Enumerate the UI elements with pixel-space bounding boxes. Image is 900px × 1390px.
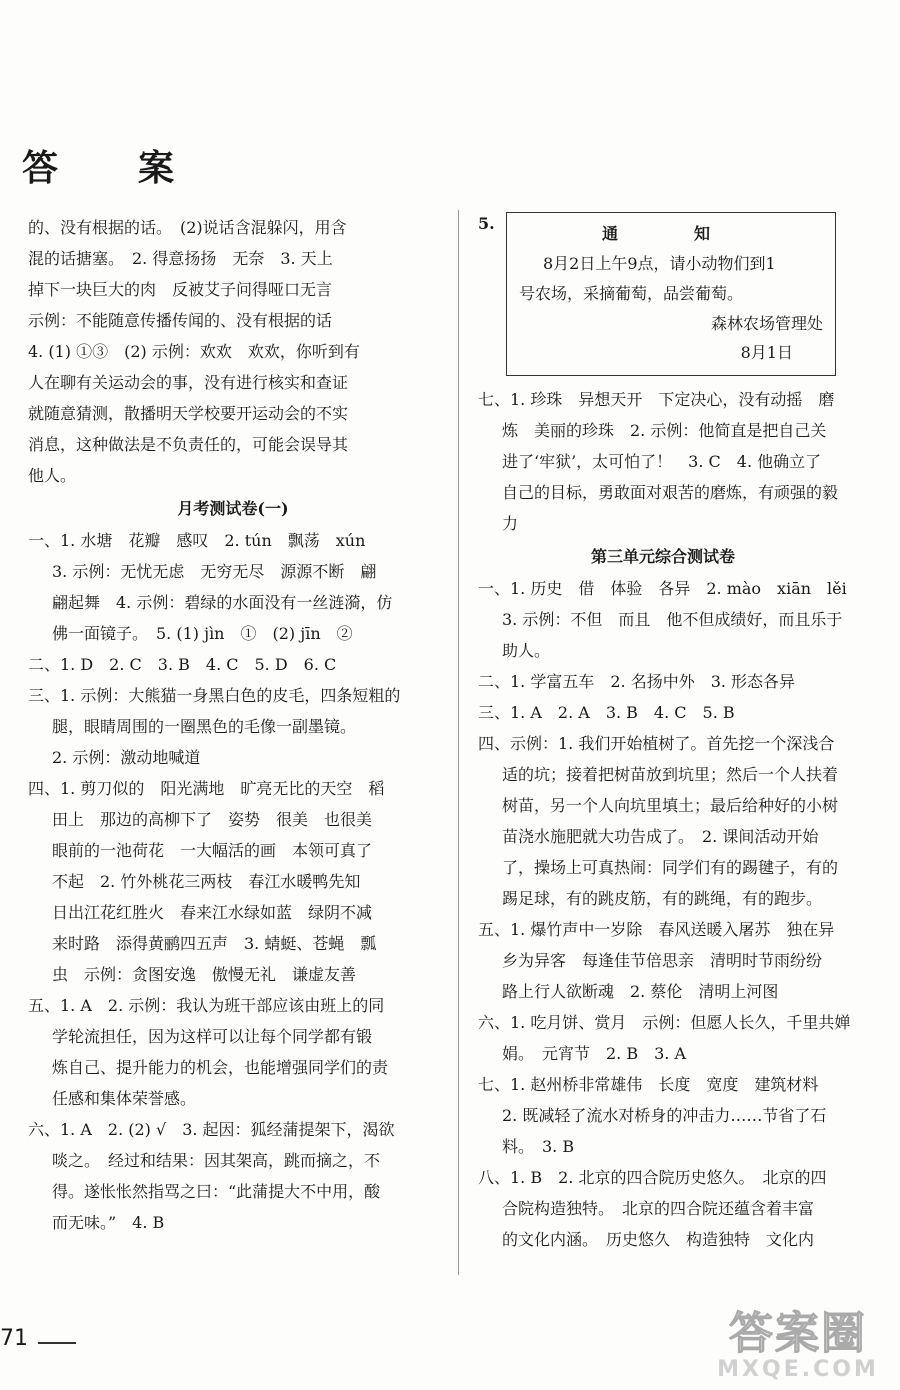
line-b-16: 娟。 元宵节 2. B 3. A — [502, 1044, 687, 1063]
right-column — [478, 212, 851, 1255]
page-title: 答 案 — [22, 147, 197, 189]
section-title-monthly-test: 月考测试卷(一) — [177, 499, 289, 518]
line-s-15: 虫 示例：贪图安逸 傲慢无礼 谦虚友善 — [52, 965, 357, 984]
watermark-bottom-text: MXQE.COM — [717, 1357, 879, 1382]
notice-date: 8月1日 — [740, 343, 793, 362]
line-s-11: 眼前的一池荷花 一大幅活的画 本领可真了 — [52, 841, 373, 860]
line-s-2: 3. 示例：无忧无虑 无穷无尽 源源不断 翩 — [52, 562, 377, 581]
line-s-18: 炼自己、提升能力的机会，也能增强同学们的责 — [52, 1058, 389, 1077]
line-intro-5: 4. (1) ①③ (2) 示例：欢欢 欢欢，你听到有 — [28, 342, 360, 361]
column-divider — [458, 210, 459, 1275]
line-intro-1: 的、没有根据的话。 (2)说话含混躲闪，用含 — [28, 218, 347, 237]
line-b-11: 踢足球，有的跳皮筋，有的跳绳，有的跑步。 — [502, 889, 823, 908]
line-b-21: 合院构造独特。 北京的四合院还蕴含着丰富 — [502, 1199, 815, 1218]
line-b-2: 3. 示例：不但 而且 他不但成绩好，而且乐于 — [502, 610, 843, 629]
line-intro-8: 消息，这种做法是不负责任的，可能会误导其 — [28, 435, 349, 454]
line-s-4: 佛一面镜子。 5. (1) jìn ① (2) jīn ② — [52, 624, 353, 643]
line-a-3: 进了‘牢狱’，太可怕了！ 3. C 4. 他确立了 — [502, 452, 822, 471]
line-b-7: 适的坑；接着把树苗放到坑里；然后一个人扶着 — [502, 765, 839, 784]
line-intro-6: 人在聊有关运动会的事，没有进行核实和查证 — [28, 373, 349, 392]
line-a-5: 力 — [502, 514, 519, 533]
line-s-7: 腿，眼睛周围的一圈黑色的毛像一副墨镜。 — [52, 717, 357, 736]
line-b-12: 五、1. 爆竹声中一岁除 春风送暖入屠苏 独在异 — [478, 920, 835, 939]
line-s-6: 三、1. 示例：大熊猫一身黑白色的皮毛，四条短粗的 — [28, 686, 401, 705]
notice-item — [478, 212, 848, 376]
line-b-9: 苗浇水施肥就大功告成了。 2. 课间活动开始 — [502, 827, 819, 846]
line-intro-4: 示例：不能随意传播传闻的、没有根据的话 — [28, 311, 333, 330]
line-b-15: 六、1. 吃月饼、赏月 示例：但愿人长久，千里共婵 — [478, 1013, 851, 1032]
line-b-14: 路上行人欲断魂 2. 蔡伦 清明上河图 — [502, 982, 779, 1001]
line-s-16: 五、1. A 2. 示例：我认为班干部应该由班上的同 — [28, 996, 385, 1015]
line-b-8: 树苗，另一个人向坑里填土；最后给种好的小树 — [502, 796, 839, 815]
line-s-10: 田上 那边的高柳下了 姿势 很美 也很美 — [52, 810, 373, 829]
line-b-22: 的文化内涵。 历史悠久 构造独特 文化内 — [502, 1230, 815, 1249]
section-title-unit-three: 第三单元综合测试卷 — [590, 547, 735, 566]
line-s-3: 翩起舞 4. 示例：碧绿的水面没有一丝涟漪，仿 — [52, 593, 393, 612]
notice-number: 5. — [478, 214, 495, 233]
notice-signature: 森林农场管理处 — [710, 314, 823, 333]
line-b-1: 一、1. 历史 借 体验 各异 2. mào xiān lěi — [478, 579, 847, 598]
line-a-1: 七、1. 珍珠 异想天开 下定决心，没有动摇 磨 — [478, 390, 835, 409]
page-number-dash — [38, 1342, 76, 1344]
line-s-8: 2. 示例：激动地喊道 — [52, 748, 201, 767]
line-s-1: 一、1. 水塘 花瓣 感叹 2. tún 飘荡 xún — [28, 531, 366, 550]
page-number: 71 — [0, 1326, 28, 1351]
line-s-20: 六、1. A 2. (2) √ 3. 起因：狐经蒲提架下，渴欲 — [28, 1120, 395, 1139]
notice-title: 通 知 — [601, 224, 740, 243]
line-b-18: 2. 既减轻了流水对桥身的冲击力……节省了石 — [502, 1106, 827, 1125]
left-column — [28, 212, 438, 1238]
line-s-5: 二、1. D 2. C 3. B 4. C 5. D 6. C — [28, 655, 337, 674]
notice-box — [506, 212, 836, 376]
line-s-23: 而无味。” 4. B — [52, 1213, 165, 1232]
line-intro-3: 掉下一块巨大的肉 反被艾子问得哑口无言 — [28, 280, 333, 299]
line-b-10: 了，操场上可真热闹：同学们有的踢毽子，有的 — [502, 858, 839, 877]
line-s-19: 任感和集体荣誉感。 — [52, 1089, 197, 1108]
line-intro-2: 混的话搪塞。 2. 得意扬扬 无奈 3. 天上 — [28, 249, 333, 268]
line-s-9: 四、1. 剪刀似的 阳光满地 旷亮无比的天空 稻 — [28, 779, 385, 798]
watermark-top-text: 答案圈 — [729, 1308, 867, 1359]
line-s-12: 不起 2. 竹外桃花三两枝 春江水暖鸭先知 — [52, 872, 361, 891]
line-b-3: 助人。 — [502, 641, 551, 660]
line-intro-9: 他人。 — [28, 466, 77, 485]
line-a-2: 炼 美丽的珍珠 2. 示例：他简直是把自己关 — [502, 421, 827, 440]
line-s-21: 啖之。 经过和结果：因其架高，跳而摘之，不 — [52, 1151, 381, 1170]
notice-line-1: 8月2日上午9点，请小动物们到1 — [543, 254, 776, 273]
line-b-20: 八、1. B 2. 北京的四合院历史悠久。 北京的四 — [478, 1168, 827, 1187]
line-b-6: 四、示例：1. 我们开始植树了。首先挖一个深浅合 — [478, 734, 835, 753]
watermark-logo — [708, 1310, 888, 1384]
line-b-17: 七、1. 赵州桥非常雄伟 长度 宽度 建筑材料 — [478, 1075, 819, 1094]
line-b-19: 料。 3. B — [502, 1137, 575, 1156]
notice-line-2: 号农场，采摘葡萄，品尝葡萄。 — [519, 284, 744, 303]
line-a-4: 自己的目标，勇敢面对艰苦的磨炼，有顽强的毅 — [502, 483, 839, 502]
line-b-5: 三、1. A 2. A 3. B 4. C 5. B — [478, 703, 735, 722]
line-s-17: 学轮流担任，因为这样可以让每个同学都有锻 — [52, 1027, 373, 1046]
line-intro-7: 就随意猜测，散播明天学校要开运动会的不实 — [28, 404, 349, 423]
line-b-13: 乡为异客 每逢佳节倍思亲 清明时节雨纷纷 — [502, 951, 823, 970]
line-s-13: 日出江花红胜火 春来江水绿如蓝 绿阴不减 — [52, 903, 373, 922]
line-b-4: 二、1. 学富五车 2. 名扬中外 3. 形态各异 — [478, 672, 796, 691]
line-s-22: 得。遂怅怅然指骂之曰：“此蒲提大不中用，酸 — [52, 1182, 381, 1201]
line-s-14: 来时路 添得黄鹂四五声 3. 蜻蜓、苍蝇 瓢 — [52, 934, 377, 953]
